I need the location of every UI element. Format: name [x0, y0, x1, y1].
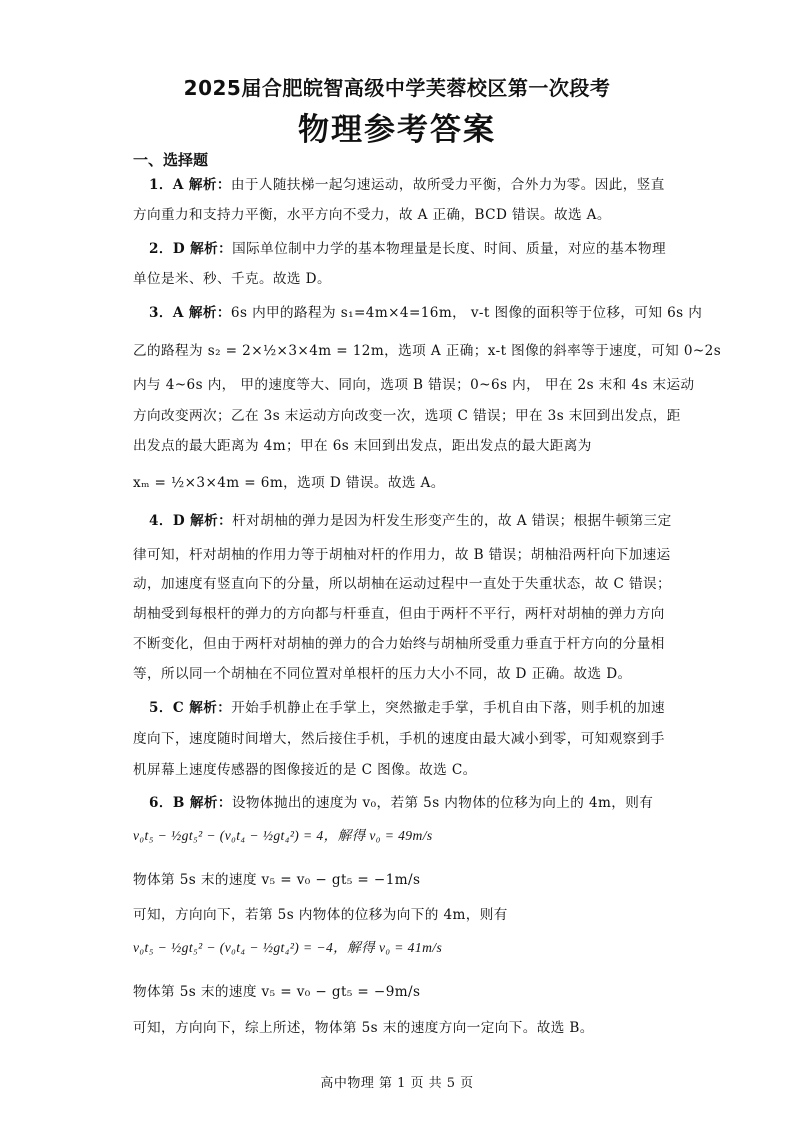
section-heading: 一、选择题 — [133, 151, 209, 169]
answer-3-line-2: 乙的路程为 s₂ = 2×½×3×4m = 12m，选项 A 正确；x-t 图像的斜率等于速度，可知 0~2s — [133, 343, 722, 359]
answer-6-label: 6．B 解析： — [149, 795, 232, 811]
answer-1-label: 1．A 解析： — [149, 177, 231, 193]
answer-6-equation-1: v₀t₅ − ½gt₅² − (v₀t₄ − ½gt₄²) = 4，解得 v₀ = 49m/s — [133, 828, 433, 843]
answer-3-line-3: 内与 4~6s 内， 甲的速度等大、同向，选项 B 错误；0~6s 内， 甲在 2s 末和 4s 末运动 — [133, 377, 695, 393]
answer-3-line-4: 方向改变两次；乙在 3s 末运动方向改变一次，选项 C 错误；甲在 3s 末回到出发点，距 — [133, 408, 681, 424]
answer-3-line-6: xₘ = ½×3×4m = 6m，选项 D 错误。故选 A。 — [133, 475, 445, 491]
answer-3-line-1: 3．A 解析：6s 内甲的路程为 s₁=4m×4=16m， v-t 图像的面积等于位移，可知 6s 内 — [149, 305, 703, 321]
answer-6-line-7: 可知，方向向下，综上所述，物体第 5s 末的速度方向一定向下。故选 B。 — [133, 1020, 594, 1036]
answer-2-label: 2．D 解析： — [149, 241, 233, 257]
answer-2-line-2: 单位是米、秒、千克。故选 D。 — [133, 271, 331, 287]
answer-4-line-5: 不断变化，但由于两杆对胡柚的弹力的合力始终与胡柚所受重力垂直于杆方向的分量相 — [133, 636, 665, 652]
answer-6-line-1: 6．B 解析：设物体抛出的速度为 v₀，若第 5s 内物体的位移为向上的 4m，则有 — [149, 795, 654, 811]
answer-4-label: 4．D 解析： — [149, 513, 233, 529]
answer-5-line-2: 度向下，速度随时间增大，然后接住手机，手机的速度由最大减小到零，可知观察到手 — [133, 731, 665, 747]
page-title: 物理参考答案 — [298, 112, 496, 148]
answer-4-line-1: 4．D 解析：杆对胡柚的弹力是因为杆发生形变产生的，故 A 错误；根据牛顿第三定 — [149, 513, 672, 529]
answer-4-line-2: 律可知，杆对胡柚的作用力等于胡柚对杆的作用力，故 B 错误；胡柚沿两杆向下加速运 — [133, 547, 671, 563]
answer-6-line-6: 物体第 5s 末的速度 v₅ = v₀ − gt₅ = −9m/s — [133, 984, 421, 1000]
answer-4-line-3: 动，加速度有竖直向下的分量，所以胡柚在运动过程中一直处于失重状态，故 C 错误； — [133, 576, 672, 592]
answer-1-line-1: 1．A 解析：由于人随扶梯一起匀速运动，故所受力平衡，合外力为零。因此，竖直 — [149, 177, 665, 193]
answer-6-line-4: 可知，方向向下，若第 5s 内物体的位移为向下的 4m，则有 — [133, 907, 508, 923]
answer-4-line-6: 等，所以同一个胡柚在不同位置对单根杆的压力大小不同，故 D 正确。故选 D。 — [133, 666, 632, 682]
exam-title: 2025届合肥皖智高级中学芙蓉校区第一次段考 — [183, 76, 611, 100]
answer-5-line-3: 机屏幕上速度传感器的图像接近的是 C 图像。故选 C。 — [133, 762, 477, 778]
answer-5-label: 5．C 解析： — [149, 700, 232, 716]
answer-4-line-4: 胡柚受到每根杆的弹力的方向都与杆垂直，但由于两杆不平行，两杆对胡柚的弹力方向 — [133, 606, 665, 622]
answer-3-label: 3．A 解析： — [149, 305, 231, 321]
answer-6-equation-2: v₀t₅ − ½gt₅² − (v₀t₄ − ½gt₄²) = −4，解得 v₀ = 41m/s — [133, 940, 443, 955]
answer-3-line-5: 出发点的最大距离为 4m；甲在 6s 末回到出发点，距出发点的最大距离为 — [133, 438, 592, 454]
answer-2-line-1: 2．D 解析：国际单位制中力学的基本物理量是长度、时间、质量，对应的基本物理 — [149, 241, 666, 257]
page-footer: 高中物理 第 1 页 共 5 页 — [320, 1076, 474, 1091]
answer-5-line-1: 5．C 解析：开始手机静止在手掌上，突然撤走手掌，手机自由下落，则手机的加速 — [149, 700, 665, 716]
answer-6-line-3: 物体第 5s 末的速度 v₅ = v₀ − gt₅ = −1m/s — [133, 872, 421, 888]
answer-1-line-2: 方向重力和支持力平衡，水平方向不受力，故 A 正确，BCD 错误。故选 A。 — [133, 207, 611, 223]
